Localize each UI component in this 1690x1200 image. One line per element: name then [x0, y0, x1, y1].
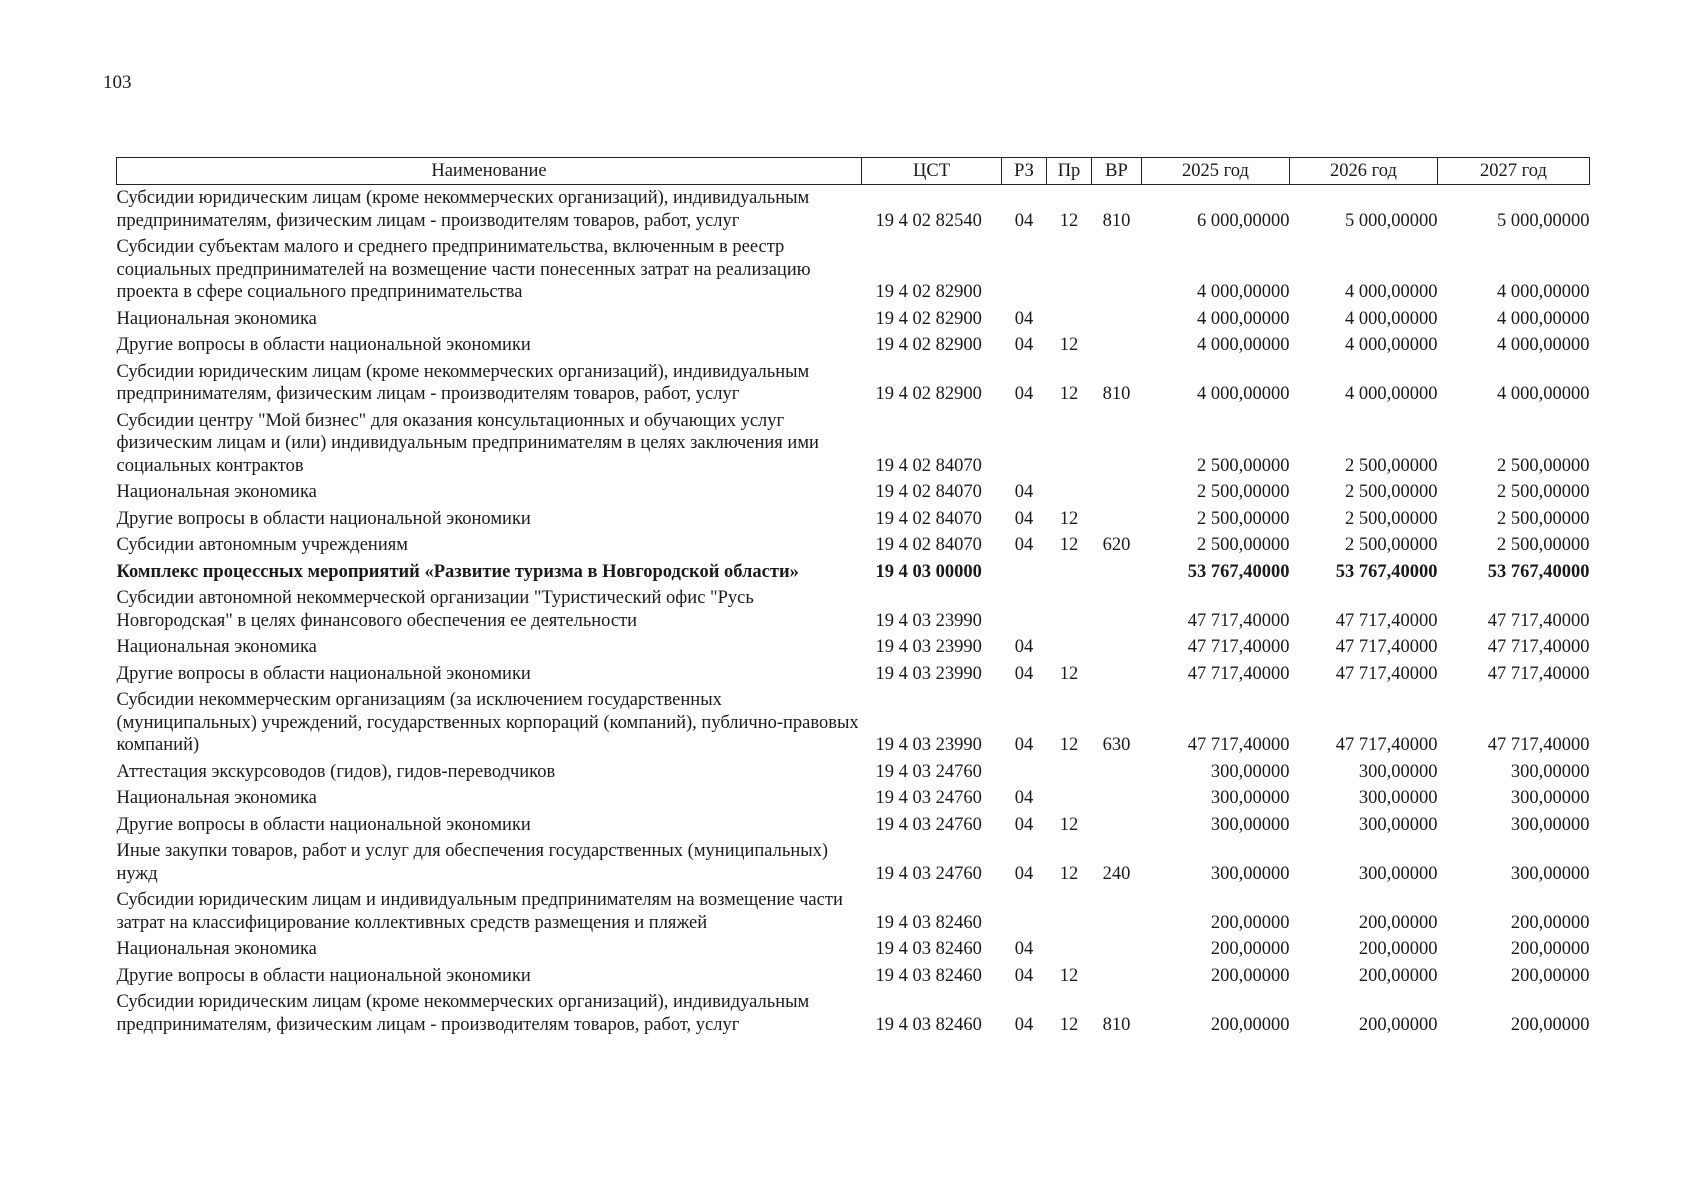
cell-name: Иные закупки товаров, работ и услуг для обеспечения государственных (муниципальных) нужд	[116, 841, 829, 884]
cell-name: Субсидии юридическим лицам (кроме некоммерческих организаций), индивидуальным предпринимателям, физическим лицам - производителям товаров, работ, услуг	[116, 188, 810, 231]
cell-vr	[1092, 759, 1142, 786]
cell-2027: 53 767,40000	[1487, 561, 1590, 582]
cell-vr	[1092, 887, 1142, 936]
cell-2026: 2 500,00000	[1345, 535, 1438, 555]
cell-vr: 620	[1102, 535, 1131, 555]
cell-2027: 4 000,00000	[1497, 335, 1590, 355]
cell-vr: 810	[1102, 1014, 1131, 1035]
cell-rz	[1002, 759, 1047, 786]
page-number: 103	[103, 72, 132, 93]
cell-name: Аттестация экскурсоводов (гидов), гидов-переводчиков	[116, 761, 556, 782]
cell-rz: 04	[1014, 735, 1034, 755]
cell-name: Национальная экономика	[116, 939, 317, 959]
cell-cst: 19 4 03 24760	[875, 814, 982, 835]
cell-2026: 47 717,40000	[1335, 735, 1438, 755]
cell-rz	[1002, 408, 1047, 480]
cell-pr: 12	[1059, 965, 1079, 986]
cell-2025: 4 000,00000	[1197, 384, 1290, 404]
cell-2026: 4 000,00000	[1345, 308, 1438, 329]
cell-2025: 300,00000	[1210, 863, 1290, 884]
cell-name: Комплекс процессных мероприятий «Развитие туризма в Новгородской области»	[116, 561, 799, 582]
cell-rz: 04	[1014, 508, 1034, 529]
cell-2025: 47 717,40000	[1187, 735, 1290, 755]
cell-pr: 12	[1059, 814, 1079, 835]
cell-2025: 47 717,40000	[1187, 663, 1290, 684]
cell-2026: 2 500,00000	[1345, 508, 1438, 529]
cell-2026: 47 717,40000	[1335, 637, 1438, 657]
cell-rz: 04	[1014, 814, 1034, 835]
cell-rz: 04	[1014, 788, 1034, 808]
cell-cst: 19 4 03 82460	[875, 912, 982, 933]
table-row	[117, 838, 1590, 887]
cell-cst: 19 4 03 24760	[875, 761, 982, 782]
cell-vr	[1092, 506, 1142, 533]
cell-pr	[1047, 306, 1092, 333]
cell-cst: 19 4 02 84070	[875, 455, 982, 476]
cell-2025: 200,00000	[1210, 1014, 1290, 1035]
cell-name: Национальная экономика	[116, 482, 317, 502]
table-body	[117, 185, 1590, 1039]
cell-2025: 47 717,40000	[1187, 610, 1290, 631]
cell-name: Другие вопросы в области национальной экономики	[116, 335, 531, 355]
cell-cst: 19 4 03 82460	[875, 965, 982, 986]
cell-pr	[1047, 936, 1092, 963]
cell-2025: 300,00000	[1210, 761, 1290, 782]
cell-vr	[1092, 332, 1142, 359]
cell-pr: 12	[1059, 535, 1079, 555]
cell-vr: 810	[1102, 384, 1131, 404]
cell-name: Другие вопросы в области национальной экономики	[116, 508, 531, 529]
cell-cst: 19 4 03 82460	[875, 939, 982, 959]
cell-cst: 19 4 03 82460	[875, 1014, 982, 1035]
cell-vr: 240	[1102, 863, 1131, 884]
cell-2027: 2 500,00000	[1497, 508, 1590, 529]
cell-2026: 2 500,00000	[1345, 482, 1438, 502]
cell-vr	[1092, 812, 1142, 839]
cell-vr	[1092, 963, 1142, 990]
cell-pr	[1047, 759, 1092, 786]
table-row	[117, 332, 1590, 359]
table-row	[117, 479, 1590, 506]
cell-pr: 12	[1059, 735, 1079, 755]
cell-pr: 12	[1059, 384, 1079, 404]
cell-2027: 300,00000	[1510, 761, 1590, 782]
cell-pr: 12	[1059, 335, 1079, 355]
cell-2026: 300,00000	[1358, 788, 1438, 808]
table-row	[117, 963, 1590, 990]
header-pr: Пр	[1047, 158, 1092, 185]
cell-cst: 19 4 03 00000	[875, 561, 982, 582]
cell-2025: 200,00000	[1210, 939, 1290, 959]
table-row	[117, 687, 1590, 759]
cell-2027: 47 717,40000	[1487, 663, 1590, 684]
cell-2026: 300,00000	[1358, 863, 1438, 884]
cell-pr	[1047, 634, 1092, 661]
cell-2026: 4 000,00000	[1345, 282, 1438, 302]
cell-2027: 47 717,40000	[1487, 637, 1590, 657]
cell-name: Другие вопросы в области национальной экономики	[116, 814, 531, 835]
cell-2025: 200,00000	[1210, 912, 1290, 933]
table-row	[117, 359, 1590, 408]
cell-cst: 19 4 02 84070	[875, 482, 982, 502]
cell-2025: 300,00000	[1210, 814, 1290, 835]
table-row	[117, 408, 1590, 480]
cell-2026: 4 000,00000	[1345, 335, 1438, 355]
cell-name: Другие вопросы в области национальной экономики	[116, 965, 531, 986]
cell-2027: 2 500,00000	[1497, 482, 1590, 502]
cell-2027: 300,00000	[1510, 863, 1590, 884]
table-row	[117, 234, 1590, 306]
cell-rz: 04	[1014, 535, 1034, 555]
cell-name: Субсидии автономным учреждениям	[116, 535, 408, 555]
cell-2025: 4 000,00000	[1197, 308, 1290, 329]
table-row	[117, 559, 1590, 586]
cell-vr: 810	[1102, 210, 1131, 231]
table-row	[117, 887, 1590, 936]
cell-name: Субсидии юридическим лицам и индивидуальным предпринимателям на возмещение части затрат на классифицирование коллективных средств размещения и пляжей	[116, 890, 843, 933]
table-row	[117, 506, 1590, 533]
header-2025: 2025 год	[1142, 158, 1290, 185]
table-row	[117, 532, 1590, 559]
cell-vr	[1092, 559, 1142, 586]
cell-name: Субсидии юридическим лицам (кроме некоммерческих организаций), индивидуальным предпринимателям, физическим лицам - производителям товаров, работ, услуг	[116, 361, 810, 404]
cell-2026: 200,00000	[1358, 965, 1438, 986]
table-row	[117, 306, 1590, 333]
cell-cst: 19 4 02 82900	[875, 335, 982, 355]
header-2027: 2027 год	[1438, 158, 1590, 185]
cell-2025: 2 500,00000	[1197, 482, 1290, 502]
cell-vr	[1092, 661, 1142, 688]
cell-pr: 12	[1059, 1014, 1079, 1035]
cell-cst: 19 4 02 82900	[875, 384, 982, 404]
table-row	[117, 185, 1590, 235]
cell-2027: 4 000,00000	[1497, 282, 1590, 302]
cell-2025: 6 000,00000	[1197, 210, 1290, 231]
cell-2026: 47 717,40000	[1335, 610, 1438, 631]
cell-rz: 04	[1014, 637, 1034, 657]
cell-rz: 04	[1014, 965, 1034, 986]
cell-rz	[1002, 585, 1047, 634]
cell-vr	[1092, 306, 1142, 333]
cell-2026: 200,00000	[1358, 1014, 1438, 1035]
cell-vr	[1092, 585, 1142, 634]
cell-2026: 300,00000	[1358, 761, 1438, 782]
table-row	[117, 661, 1590, 688]
cell-2027: 300,00000	[1510, 788, 1590, 808]
cell-rz: 04	[1014, 384, 1034, 404]
cell-rz: 04	[1014, 663, 1034, 684]
cell-rz: 04	[1014, 482, 1034, 502]
cell-2027: 200,00000	[1510, 912, 1590, 933]
cell-2025: 2 500,00000	[1197, 535, 1290, 555]
table-row	[117, 936, 1590, 963]
cell-2025: 4 000,00000	[1197, 335, 1290, 355]
cell-rz: 04	[1014, 939, 1034, 959]
cell-cst: 19 4 03 23990	[875, 735, 982, 755]
cell-2026: 200,00000	[1358, 939, 1438, 959]
cell-2027: 5 000,00000	[1497, 210, 1590, 231]
cell-vr: 630	[1102, 735, 1131, 755]
table-row	[117, 812, 1590, 839]
cell-rz: 04	[1014, 308, 1034, 329]
cell-pr	[1047, 479, 1092, 506]
cell-pr: 12	[1059, 663, 1079, 684]
cell-2027: 200,00000	[1510, 1014, 1590, 1035]
header-rz: РЗ	[1002, 158, 1047, 185]
cell-pr	[1047, 585, 1092, 634]
cell-rz	[1002, 559, 1047, 586]
cell-cst: 19 4 03 23990	[875, 610, 982, 631]
cell-2026: 53 767,40000	[1335, 561, 1438, 582]
cell-2026: 200,00000	[1358, 912, 1438, 933]
cell-cst: 19 4 02 84070	[875, 535, 982, 555]
cell-2027: 47 717,40000	[1487, 735, 1590, 755]
cell-2027: 200,00000	[1510, 965, 1590, 986]
cell-2026: 4 000,00000	[1345, 384, 1438, 404]
cell-vr	[1092, 234, 1142, 306]
cell-pr	[1047, 408, 1092, 480]
cell-pr: 12	[1059, 210, 1079, 231]
cell-2026: 47 717,40000	[1335, 663, 1438, 684]
cell-cst: 19 4 02 82900	[875, 308, 982, 329]
cell-name: Субсидии некоммерческим организациям (за исключением государственных (муниципальных) учреждений, государственных корпораций (компаний), публично-правовых компаний)	[116, 690, 859, 755]
cell-name: Субсидии автономной некоммерческой организации "Туристический офис "Русь Новгородская" в целях финансового обеспечения ее деятельности	[116, 588, 754, 631]
table-row	[117, 785, 1590, 812]
cell-pr	[1047, 234, 1092, 306]
cell-2025: 2 500,00000	[1197, 508, 1290, 529]
cell-pr	[1047, 785, 1092, 812]
cell-name: Национальная экономика	[116, 637, 317, 657]
cell-rz: 04	[1014, 210, 1034, 231]
table-row	[117, 585, 1590, 634]
cell-name: Национальная экономика	[116, 308, 317, 329]
cell-2027: 300,00000	[1510, 814, 1590, 835]
cell-2027: 2 500,00000	[1497, 535, 1590, 555]
cell-rz	[1002, 234, 1047, 306]
cell-2027: 4 000,00000	[1497, 308, 1590, 329]
cell-pr	[1047, 887, 1092, 936]
cell-vr	[1092, 479, 1142, 506]
header-2026: 2026 год	[1290, 158, 1438, 185]
table-row	[117, 759, 1590, 786]
table-row	[117, 989, 1590, 1038]
cell-2027: 47 717,40000	[1487, 610, 1590, 631]
cell-2027: 4 000,00000	[1497, 384, 1590, 404]
cell-name: Субсидии субъектам малого и среднего предпринимательства, включенным в реестр социальных предпринимателей на возмещение части понесенных затрат на реализацию проекта в сфере социального предпринимательства	[116, 237, 811, 302]
cell-2025: 4 000,00000	[1197, 282, 1290, 302]
cell-rz: 04	[1014, 1014, 1034, 1035]
header-vr: ВР	[1092, 158, 1142, 185]
cell-rz: 04	[1014, 335, 1034, 355]
cell-2026: 5 000,00000	[1345, 210, 1438, 231]
table-header-row	[117, 158, 1590, 185]
cell-cst: 19 4 02 82900	[875, 282, 982, 302]
header-name: Наименование	[117, 158, 862, 185]
cell-2027: 2 500,00000	[1497, 455, 1590, 476]
budget-table	[116, 157, 1590, 1038]
cell-cst: 19 4 03 24760	[875, 788, 982, 808]
cell-rz: 04	[1014, 863, 1034, 884]
cell-2025: 300,00000	[1210, 788, 1290, 808]
cell-cst: 19 4 02 84070	[875, 508, 982, 529]
cell-2025: 200,00000	[1210, 965, 1290, 986]
cell-vr	[1092, 634, 1142, 661]
cell-cst: 19 4 02 82540	[875, 210, 982, 231]
cell-vr	[1092, 936, 1142, 963]
cell-pr	[1047, 559, 1092, 586]
cell-2026: 2 500,00000	[1345, 455, 1438, 476]
cell-2025: 2 500,00000	[1197, 455, 1290, 476]
table-row	[117, 634, 1590, 661]
cell-name: Субсидии центру "Мой бизнес" для оказания консультационных и обучающих услуг физическим лицам и (или) индивидуальным предпринимателям в целях заключения ими социальных контрактов	[116, 410, 819, 476]
cell-vr	[1092, 408, 1142, 480]
header-cst: ЦСТ	[862, 158, 1002, 185]
cell-2025: 47 717,40000	[1187, 637, 1290, 657]
cell-name: Другие вопросы в области национальной экономики	[116, 663, 531, 684]
cell-2027: 200,00000	[1510, 939, 1590, 959]
cell-name: Национальная экономика	[116, 788, 317, 808]
cell-2025: 53 767,40000	[1187, 561, 1290, 582]
cell-vr	[1092, 785, 1142, 812]
cell-cst: 19 4 03 24760	[875, 863, 982, 884]
cell-2026: 300,00000	[1358, 814, 1438, 835]
cell-name: Субсидии юридическим лицам (кроме некоммерческих организаций), индивидуальным предпринимателям, физическим лицам - производителям товаров, работ, услуг	[116, 992, 810, 1035]
cell-pr: 12	[1059, 508, 1079, 529]
cell-pr: 12	[1059, 863, 1079, 884]
cell-rz	[1002, 887, 1047, 936]
cell-cst: 19 4 03 23990	[875, 637, 982, 657]
cell-cst: 19 4 03 23990	[875, 663, 982, 684]
